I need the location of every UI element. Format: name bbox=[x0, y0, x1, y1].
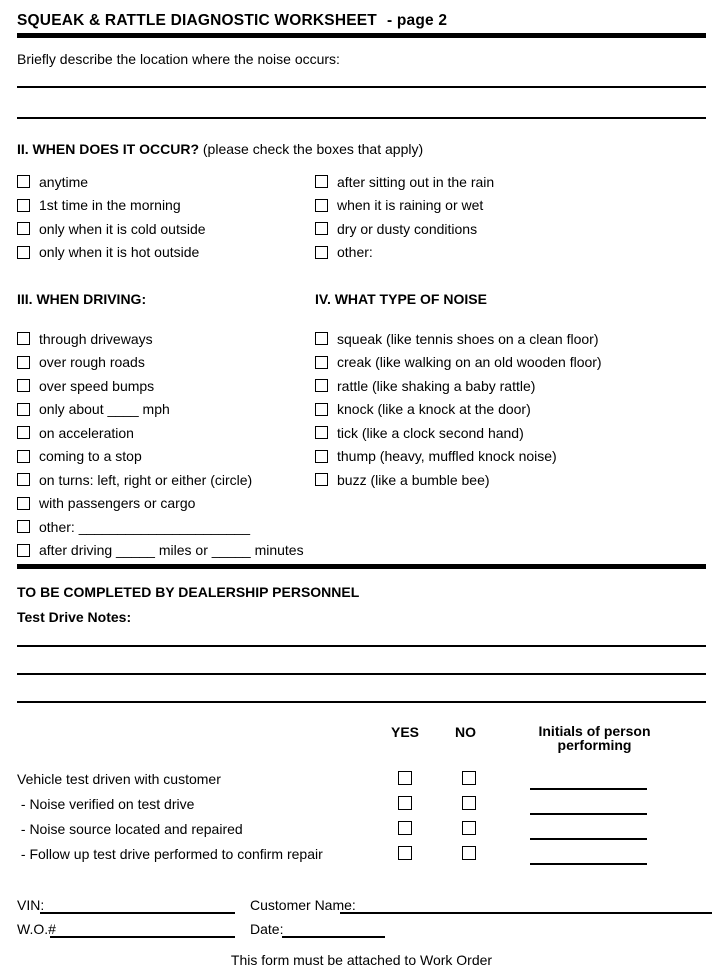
checkbox-label: buzz (like a bumble bee) bbox=[337, 471, 490, 488]
section2-subtitle: (please check the boxes that apply) bbox=[199, 141, 424, 157]
footer-note: This form must be attached to Work Order bbox=[230, 952, 493, 968]
checkbox-item bbox=[17, 515, 315, 539]
page-title bbox=[17, 13, 706, 38]
checkbox[interactable] bbox=[315, 473, 328, 486]
checkbox-label: anytime bbox=[39, 173, 89, 190]
test-drive-notes-label: Test Drive Notes: bbox=[17, 609, 132, 625]
checkbox-label: knock (like a knock at the door) bbox=[337, 401, 531, 418]
checkbox-label: after sitting out in the rain bbox=[337, 173, 495, 190]
initials-write-line[interactable] bbox=[530, 788, 647, 790]
checkbox-label: on acceleration bbox=[39, 424, 134, 441]
checkbox-label: with passengers or cargo bbox=[39, 495, 196, 512]
checkbox[interactable] bbox=[17, 426, 30, 439]
checkbox-item bbox=[17, 241, 315, 265]
checkbox-item bbox=[315, 217, 494, 241]
checkbox-label: 1st time in the morning bbox=[39, 197, 181, 214]
notes-write-line-2[interactable] bbox=[17, 673, 706, 675]
checkbox-item bbox=[315, 327, 602, 351]
initials-column-header bbox=[522, 724, 667, 752]
checkbox[interactable] bbox=[17, 497, 30, 510]
section2-heading bbox=[17, 141, 706, 157]
checkbox-item bbox=[17, 539, 315, 563]
checkbox-item bbox=[315, 468, 602, 492]
checkbox-label: over speed bumps bbox=[39, 377, 155, 394]
page-number-label: - page 2 bbox=[386, 12, 448, 29]
checklist-row bbox=[17, 792, 706, 817]
checkbox-item bbox=[315, 398, 602, 422]
yes-checkbox[interactable] bbox=[398, 771, 412, 785]
checkbox[interactable] bbox=[17, 403, 30, 416]
checkbox-label: creak (like walking on an old wooden floor) bbox=[337, 354, 602, 371]
yes-checkbox[interactable] bbox=[398, 796, 412, 810]
checklist-row-label: - Follow up test drive performed to confirm repair bbox=[17, 846, 323, 862]
checklist-row bbox=[17, 767, 706, 792]
checkbox[interactable] bbox=[315, 199, 328, 212]
checkbox[interactable] bbox=[315, 379, 328, 392]
section-divider bbox=[17, 564, 706, 569]
section4-column bbox=[315, 327, 602, 492]
checkbox-item bbox=[315, 445, 602, 469]
location-prompt: Briefly describe the location where the noise occurs: bbox=[17, 51, 340, 67]
section3-4-headings bbox=[17, 291, 706, 307]
section2-right-column bbox=[315, 170, 494, 264]
checkbox-label: thump (heavy, muffled knock noise) bbox=[337, 448, 557, 465]
checkbox-item bbox=[17, 398, 315, 422]
section2-title: II. WHEN DOES IT OCCUR? bbox=[17, 141, 199, 157]
section3-column bbox=[17, 327, 315, 562]
checkbox-label: dry or dusty conditions bbox=[337, 220, 478, 237]
checkbox-item bbox=[17, 351, 315, 375]
checkbox[interactable] bbox=[17, 450, 30, 463]
section2-left-column bbox=[17, 170, 315, 264]
yes-checkbox[interactable] bbox=[398, 821, 412, 835]
checkbox-item bbox=[17, 327, 315, 351]
checkbox-item bbox=[17, 170, 315, 194]
checklist-row-label: - Noise source located and repaired bbox=[17, 821, 243, 837]
checkbox-label: on turns: left, right or either (circle) bbox=[39, 471, 253, 488]
checkbox[interactable] bbox=[315, 426, 328, 439]
checkbox[interactable] bbox=[315, 450, 328, 463]
checkbox-label: after driving _____ miles or _____ minutes bbox=[39, 542, 304, 559]
yes-checkbox[interactable] bbox=[398, 846, 412, 860]
checklist-rows bbox=[17, 767, 706, 867]
checkbox-item bbox=[315, 241, 494, 265]
checkbox[interactable] bbox=[315, 356, 328, 369]
wo-number-write-line[interactable] bbox=[50, 936, 235, 938]
checkbox[interactable] bbox=[315, 403, 328, 416]
checkbox-label: other: ______________________ bbox=[39, 518, 250, 535]
checkbox[interactable] bbox=[17, 332, 30, 345]
initials-header-line2: performing bbox=[557, 737, 632, 753]
customer-name-label: Customer Name: bbox=[250, 897, 356, 913]
yes-column-header: YES bbox=[391, 724, 420, 740]
checkbox[interactable] bbox=[315, 222, 328, 235]
section4-title: IV. WHAT TYPE OF NOISE bbox=[315, 291, 487, 307]
checklist-row bbox=[17, 817, 706, 842]
section2-checkbox-grid bbox=[17, 170, 706, 264]
no-checkbox[interactable] bbox=[462, 771, 476, 785]
checklist-row-label: - Noise verified on test drive bbox=[17, 796, 195, 812]
checkbox-item bbox=[17, 421, 315, 445]
page-title-text: SQUEAK & RATTLE DIAGNOSTIC WORKSHEET bbox=[17, 12, 377, 29]
checkbox[interactable] bbox=[17, 222, 30, 235]
checkbox-item bbox=[315, 351, 602, 375]
checkbox-label: coming to a stop bbox=[39, 448, 142, 465]
checkbox[interactable] bbox=[17, 520, 30, 533]
checkbox[interactable] bbox=[315, 246, 328, 259]
checkbox-item bbox=[17, 468, 315, 492]
checkbox[interactable] bbox=[17, 199, 30, 212]
checkbox[interactable] bbox=[17, 175, 30, 188]
location-write-line-2[interactable] bbox=[17, 117, 706, 119]
checkbox-label: only when it is cold outside bbox=[39, 220, 206, 237]
date-write-line[interactable] bbox=[282, 936, 385, 938]
checkbox-item bbox=[17, 217, 315, 241]
no-checkbox[interactable] bbox=[462, 821, 476, 835]
initials-write-line[interactable] bbox=[530, 813, 647, 815]
checkbox-item bbox=[315, 374, 602, 398]
notes-write-line-3[interactable] bbox=[17, 701, 706, 703]
date-label: Date: bbox=[250, 921, 284, 937]
checkbox-label: other: bbox=[337, 244, 373, 261]
checkbox[interactable] bbox=[17, 379, 30, 392]
checkbox[interactable] bbox=[315, 332, 328, 345]
vin-customer-row bbox=[17, 893, 706, 917]
checkbox-label: tick (like a clock second hand) bbox=[337, 424, 524, 441]
checkbox-label: only when it is hot outside bbox=[39, 244, 200, 261]
initials-write-line[interactable] bbox=[530, 863, 647, 865]
checklist-row-label: Vehicle test driven with customer bbox=[17, 771, 221, 787]
section3-4-checkbox-grid bbox=[17, 327, 706, 562]
checkbox[interactable] bbox=[315, 175, 328, 188]
checkbox-item bbox=[17, 194, 315, 218]
checkbox[interactable] bbox=[17, 473, 30, 486]
vin-label: VIN: bbox=[17, 897, 45, 913]
checkbox-item bbox=[315, 170, 494, 194]
checkbox-item bbox=[17, 374, 315, 398]
notes-write-line-1[interactable] bbox=[17, 645, 706, 647]
wo-number-label: W.O.# bbox=[17, 921, 56, 937]
checkbox-item bbox=[17, 445, 315, 469]
initials-write-line[interactable] bbox=[530, 838, 647, 840]
checkbox-label: when it is raining or wet bbox=[337, 197, 484, 214]
checkbox-item bbox=[315, 421, 602, 445]
checkbox[interactable] bbox=[17, 356, 30, 369]
checkbox-label: over rough roads bbox=[39, 354, 145, 371]
section3-title: III. WHEN DRIVING: bbox=[17, 291, 147, 307]
initials-header-line1: Initials of person bbox=[538, 723, 651, 739]
location-write-line-1[interactable] bbox=[17, 86, 706, 88]
checklist-row bbox=[17, 842, 706, 867]
checkbox-label: only about ____ mph bbox=[39, 401, 170, 418]
checkbox-item bbox=[315, 194, 494, 218]
checkbox-label: through driveways bbox=[39, 330, 153, 347]
checkbox[interactable] bbox=[17, 544, 30, 557]
checkbox-item bbox=[17, 492, 315, 516]
no-column-header: NO bbox=[455, 724, 476, 740]
no-checkbox[interactable] bbox=[462, 796, 476, 810]
checklist-header bbox=[17, 724, 706, 754]
checkbox-label: squeak (like tennis shoes on a clean floor) bbox=[337, 330, 599, 347]
vin-write-line[interactable] bbox=[40, 912, 235, 914]
dealership-section-title: TO BE COMPLETED BY DEALERSHIP PERSONNEL bbox=[17, 584, 360, 600]
wo-date-row bbox=[17, 917, 706, 941]
no-checkbox[interactable] bbox=[462, 846, 476, 860]
checkbox-label: rattle (like shaking a baby rattle) bbox=[337, 377, 536, 394]
customer-name-write-line[interactable] bbox=[340, 912, 712, 914]
checkbox[interactable] bbox=[17, 246, 30, 259]
